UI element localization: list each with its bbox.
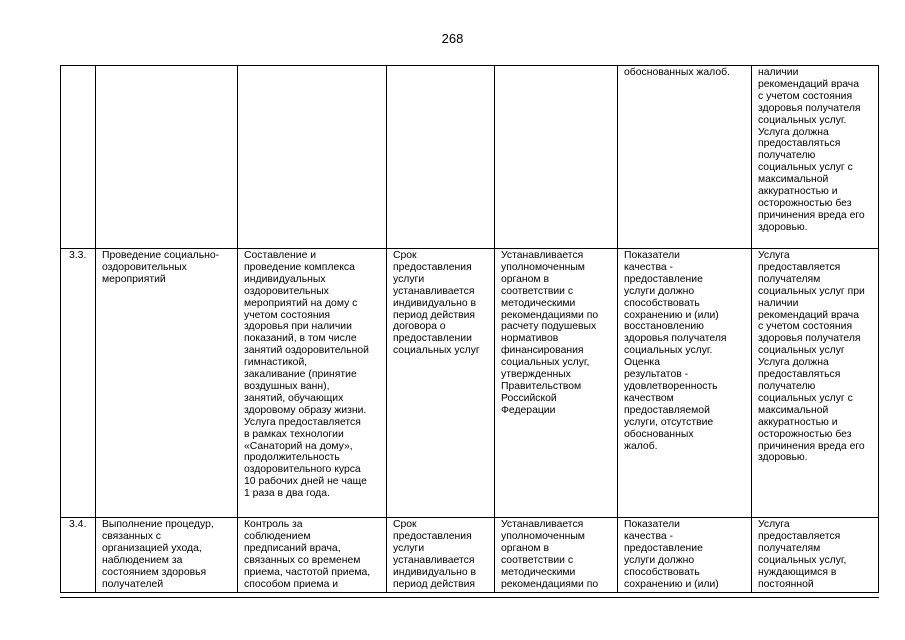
cell-text-line: предоставление — [624, 273, 703, 285]
cell-number — [61, 249, 96, 518]
cell-text-line: органом в — [501, 273, 549, 285]
cell-text-line: предписаний врача, — [244, 542, 341, 554]
cell-text-line: социальных услуг при — [758, 285, 865, 297]
cell-text-line: рекомендациями по — [501, 578, 599, 590]
cell-text-line: здоровья получателя — [758, 102, 861, 114]
cell-text-line: получателю — [758, 380, 816, 392]
cell-text-line: предоставляться — [758, 138, 841, 150]
cell-text-line: 3.4. — [69, 519, 87, 530]
cell-text-line: предоставление — [624, 542, 703, 554]
cell-text-line: проведение комплекса — [244, 261, 355, 273]
cell-text-line: способствовать — [624, 297, 700, 309]
cell-norm — [495, 66, 618, 249]
cell-text-line: качества - — [624, 530, 674, 542]
cell-description — [238, 249, 387, 518]
cell-text-line: получателей — [102, 578, 164, 590]
cell-text-line: социальных услуг, — [501, 357, 590, 369]
cell-text-line: здоровья получателя — [624, 333, 727, 345]
cell-text-line: соответствии с — [501, 285, 574, 297]
cell-text-line: закаливание (принятие — [244, 369, 357, 381]
cell-text-line: наличии — [758, 297, 799, 309]
cell-text-line: Услуга должна — [758, 357, 829, 369]
cell-text-line: способом приема и — [244, 578, 339, 590]
cell-text-line: предоставляться — [758, 369, 841, 381]
cell-text-line: получателю — [758, 150, 816, 162]
cell-text-line: Устанавливается — [501, 250, 584, 261]
table-row — [61, 249, 879, 518]
cell-text-line: Услуга — [758, 519, 790, 530]
cell-number — [61, 66, 96, 249]
cell-text-line: сохранению и (или) — [624, 309, 719, 321]
cell-text-line: рекомендаций врача — [758, 309, 859, 321]
cell-text-line: Показатели — [624, 250, 680, 261]
cell-quality — [618, 66, 752, 249]
cell-text-line: услуги должно — [624, 285, 695, 297]
cell-text-line: показаний, в том числе — [244, 333, 357, 345]
cell-text-line: занятий оздоровительной — [244, 345, 369, 357]
cell-text-line: методическими — [501, 297, 576, 309]
cell-text-line: мероприятий — [102, 273, 166, 285]
cell-text-line: «Санаторий на дому», — [244, 440, 353, 452]
cell-text-line: максимальной — [758, 174, 829, 186]
cell-text-line: приема, частотой приема, — [244, 566, 371, 578]
cell-text-line: социальных услуг с — [758, 162, 853, 174]
cell-text-line: услуги — [393, 542, 425, 554]
cell-service-name — [96, 66, 238, 249]
cell-text-line: Российской — [501, 392, 557, 404]
cell-text-line: получателям — [758, 273, 821, 285]
page-number: 268 — [441, 31, 464, 46]
cell-text-line: жалоб. — [624, 440, 658, 452]
cell-text-line: предоставляется — [758, 261, 841, 273]
cell-text-line: соответствии с — [501, 554, 574, 566]
cell-text-line: Услуга должна — [758, 126, 829, 138]
cell-text-line: здоровья при наличии — [244, 321, 352, 333]
cell-text-line: предоставления — [393, 530, 472, 542]
cell-text-line: уполномоченным — [501, 530, 585, 542]
cell-text-line: социальных услуг. — [758, 114, 847, 126]
cell-text-line: организацией ухода, — [102, 542, 202, 554]
cell-conditions — [752, 518, 879, 593]
cell-text-line: предоставления — [393, 261, 472, 273]
cell-text-line: Срок — [393, 519, 417, 530]
cell-text-line: наличии — [758, 67, 799, 78]
cell-term — [387, 518, 495, 593]
cell-text-line: услуги должно — [624, 554, 695, 566]
cell-text-line: социальных услуг — [758, 345, 845, 357]
cell-text-line: расчету подушевых — [501, 321, 597, 333]
cell-text-line: с учетом состояния — [758, 90, 853, 102]
cell-text-line: связанных с — [102, 530, 161, 542]
cell-text-line: предоставляемой — [624, 404, 710, 416]
cell-text-line: предоставляется — [758, 530, 841, 542]
cell-text-line: Проведение социально- — [102, 250, 220, 261]
cell-text-line: социальных услуг. — [624, 345, 713, 357]
cell-text-line: нормативов — [501, 333, 559, 345]
cell-quality — [618, 518, 752, 593]
cell-text-line: причинения вреда его — [758, 440, 865, 452]
cell-text-line: состоянием здоровья — [102, 566, 207, 578]
cell-text-line: аккуратностью и — [758, 186, 838, 198]
cell-text-line: получателям — [758, 542, 821, 554]
cell-text-line: качеством — [624, 392, 674, 404]
cell-text-line: воздушных ванн), — [244, 380, 330, 392]
cell-text-line: соблюдением — [244, 530, 311, 542]
cell-text-line: наблюдением за — [102, 554, 183, 566]
cell-conditions — [752, 249, 879, 518]
cell-text-line: Правительством — [501, 380, 582, 392]
cell-service-name — [96, 518, 238, 593]
cell-text-line: занятий, обучающих — [244, 392, 344, 404]
cell-text-line: индивидуально в — [393, 566, 477, 578]
cell-text-line: утвержденных — [501, 369, 571, 381]
cell-text-line: восстановлению — [624, 321, 704, 333]
cell-text-line: причинения вреда его — [758, 209, 865, 221]
cell-text-line: учетом состояния — [244, 309, 330, 321]
cell-text-line: уполномоченным — [501, 261, 585, 273]
cell-text-line: услуги — [393, 273, 425, 285]
cell-text-line: здоровью. — [758, 221, 808, 233]
cell-text-line: связанных со временем — [244, 554, 361, 566]
cell-text-line: Устанавливается — [501, 519, 584, 530]
cell-text-line: социальных услуг, — [758, 554, 847, 566]
cell-text-line: социальных услуг — [393, 345, 480, 357]
cell-text-line: финансирования — [501, 345, 584, 357]
cell-text-line: договора о — [393, 321, 446, 333]
cell-text-line: способствовать — [624, 566, 700, 578]
cell-text-line: Выполнение процедур, — [102, 519, 214, 530]
cell-text-line: гимнастикой, — [244, 357, 308, 369]
cell-text-line: Срок — [393, 250, 417, 261]
services-table — [60, 65, 879, 593]
cell-text-line: оздоровительного курса — [244, 464, 361, 476]
cell-text-line: период действия — [393, 578, 476, 590]
cell-description — [238, 66, 387, 249]
cell-text-line: рекомендаций врача — [758, 78, 859, 90]
cell-text-line: методическими — [501, 566, 576, 578]
cell-text-line: Оценка — [624, 357, 660, 369]
cell-text-line: результатов - — [624, 369, 689, 381]
cell-text-line: рекомендациями по — [501, 309, 599, 321]
cell-text-line: сохранению и (или) — [624, 578, 719, 590]
cell-description — [238, 518, 387, 593]
cell-quality — [618, 249, 752, 518]
cell-text-line: здоровья получателя — [758, 333, 861, 345]
cell-number — [61, 518, 96, 593]
page-bottom-margin — [0, 598, 905, 640]
cell-text-line: индивидуально в — [393, 297, 477, 309]
cell-text-line: устанавливается — [393, 554, 475, 566]
cell-text-line: предоставлении — [393, 333, 472, 345]
cell-text-line: 10 рабочих дней не чаще — [244, 476, 367, 488]
cell-text-line: период действия — [393, 309, 476, 321]
cell-text-line: нуждающимся в — [758, 566, 837, 578]
cell-norm — [495, 518, 618, 593]
cell-text-line: качества - — [624, 261, 674, 273]
cell-text-line: осторожностью без — [758, 428, 852, 440]
cell-text-line: Услуга предоставляется — [244, 416, 361, 428]
table-cut-line — [60, 597, 879, 598]
cell-text-line: максимальной — [758, 404, 829, 416]
cell-text-line: здоровью. — [758, 452, 808, 464]
cell-text-line: Составление и — [244, 250, 317, 261]
cell-text-line: Услуга — [758, 250, 790, 261]
cell-text-line: индивидуальных — [244, 273, 326, 285]
cell-text-line: аккуратностью и — [758, 416, 838, 428]
cell-text-line: удовлетворенность — [624, 380, 718, 392]
cell-text-line: в рамках технологии — [244, 428, 344, 440]
cell-norm — [495, 249, 618, 518]
cell-text-line: 1 раза в два года. — [244, 488, 330, 500]
cell-text-line: оздоровительных — [244, 285, 329, 297]
cell-text-line: Показатели — [624, 519, 680, 530]
cell-text-line: здоровому образу жизни. — [244, 404, 367, 416]
cell-term — [387, 66, 495, 249]
table-row — [61, 518, 879, 593]
cell-text-line: мероприятий на дому с — [244, 297, 358, 309]
cell-conditions — [752, 66, 879, 249]
cell-text-line: 3.3. — [69, 250, 87, 261]
cell-text-line: постоянной — [758, 578, 814, 590]
table-row — [61, 66, 879, 249]
cell-text-line: социальных услуг с — [758, 392, 853, 404]
cell-text-line: осторожностью без — [758, 197, 852, 209]
cell-text-line: Контроль за — [244, 519, 303, 530]
cell-term — [387, 249, 495, 518]
cell-text-line: продолжительность — [244, 452, 340, 464]
cell-text-line: обоснованных — [624, 428, 694, 440]
cell-text-line: услуги, отсутствие — [624, 416, 714, 428]
cell-text-line: обоснованных жалоб. — [624, 67, 730, 78]
cell-text-line: устанавливается — [393, 285, 475, 297]
cell-text-line: Федерации — [501, 404, 556, 416]
cell-service-name — [96, 249, 238, 518]
cell-text-line: органом в — [501, 542, 549, 554]
cell-text-line: оздоровительных — [102, 261, 187, 273]
cell-text-line: с учетом состояния — [758, 321, 853, 333]
